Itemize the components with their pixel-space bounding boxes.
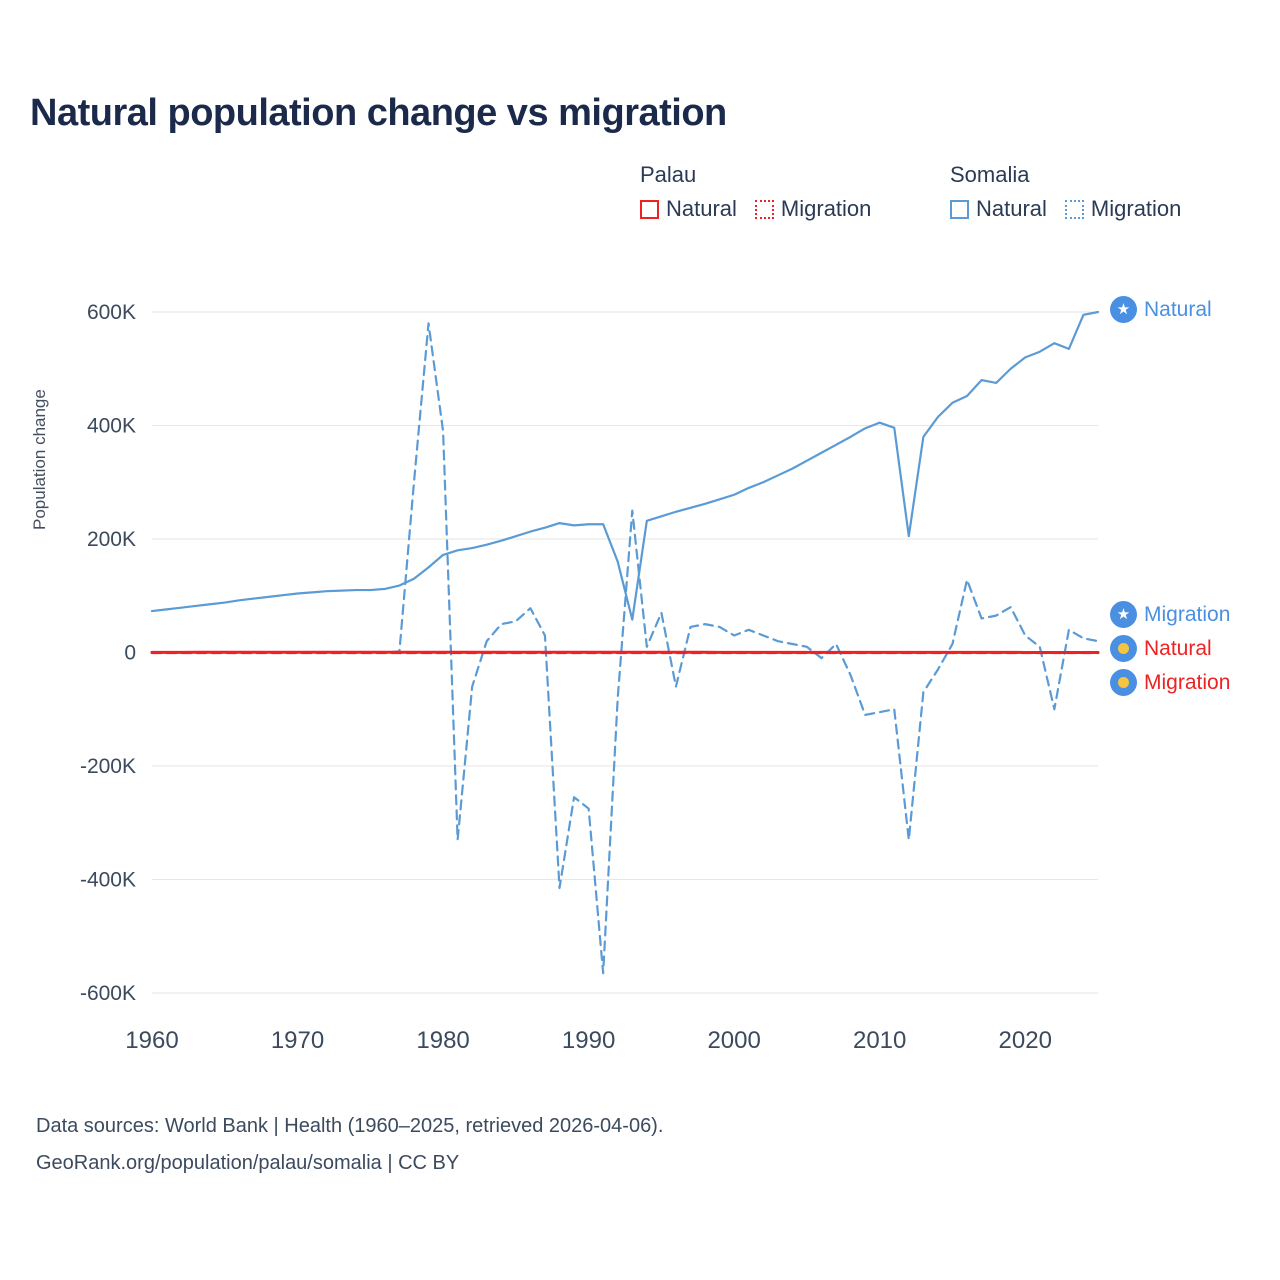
end-label-palau-migration [1110, 669, 1230, 696]
y-tick-label: -600K [79, 982, 136, 1005]
star-icon: ★ [1110, 296, 1137, 323]
dot-icon [1110, 669, 1137, 696]
star-icon: ★ [1110, 601, 1137, 628]
y-tick-label: 0 [124, 641, 136, 665]
end-label-text: Migration [1144, 670, 1231, 694]
x-tick-label: 1970 [270, 1027, 325, 1054]
x-tick-label: 1960 [125, 1027, 179, 1054]
y-tick-label: 200K [86, 528, 136, 551]
dot-icon [1110, 635, 1137, 662]
x-tick-label: 2010 [852, 1027, 907, 1054]
x-tick-label: 2000 [707, 1027, 761, 1054]
legend-label-palau-natural: Natural [666, 196, 737, 221]
y-tick-label: -400K [79, 868, 136, 892]
legend-label-somalia-natural: Natural [976, 196, 1047, 221]
x-tick-label: 1990 [561, 1027, 616, 1054]
y-axis-title: Population change [30, 389, 49, 530]
series-line [152, 323, 1098, 973]
page-title: Natural population change vs migration [30, 92, 727, 134]
x-tick-label: 1980 [416, 1027, 470, 1054]
end-label-text: Natural [1144, 636, 1212, 660]
end-label-text: Migration [1144, 602, 1231, 626]
x-tick-label: 2020 [998, 1027, 1052, 1054]
end-label-palau-natural [1110, 635, 1212, 662]
y-tick-label: 400K [86, 414, 136, 438]
end-label-somalia-natural [1110, 296, 1212, 323]
source-line-2: GeoRank.org/population/palau/somalia | CC BY [36, 1152, 460, 1174]
source-line-1: Data sources: World Bank | Health (1960–2025, retrieved 2026-04-06). [36, 1115, 664, 1137]
y-tick-label: 600K [86, 301, 136, 324]
legend-label-somalia-migration: Migration [1090, 196, 1182, 221]
end-label-text: Natural [1144, 297, 1212, 321]
legend-label-palau-migration: Migration [780, 196, 872, 221]
y-tick-label: -200K [79, 755, 136, 778]
data-source-note [36, 1108, 663, 1182]
legend-group-title-palau: Palau [640, 162, 697, 187]
series-line [152, 312, 1098, 620]
legend-group-title-somalia: Somalia [950, 162, 1030, 187]
end-label-somalia-migration [1110, 601, 1230, 628]
